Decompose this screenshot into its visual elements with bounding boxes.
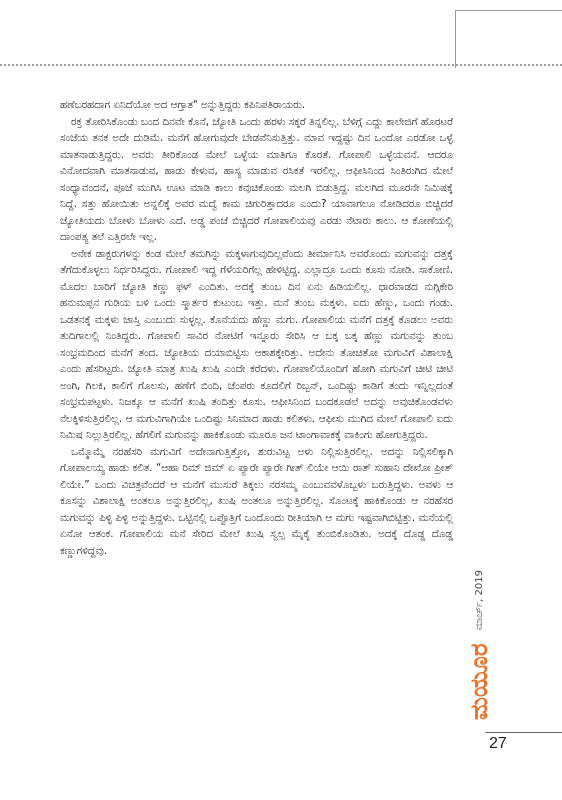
header-dotted-divider: [0, 64, 562, 66]
header-vertical-rule: [455, 10, 456, 68]
issue-date: ಮಾರ್ಚ್, 2019: [474, 570, 485, 631]
article-paragraph: ಹಣೆಬರಹದಾಗ ಏನಿದೆಯೋ ಅದ ಆಗ್ತಾತ" ಅನ್ನುತ್ತಿದ್ದರು ಕಪಿನಿಪತಿರಾಯರು.: [60, 99, 306, 111]
page-number: 27: [489, 735, 507, 752]
article-paragraph: ರಕ್ತ ತೋರಿಸಿಕೊಂಡು ಬಂದ ದಿನವೇ ಕೊನೆ, ಜ್ಯೋತಿ ಒಂದು ಹರಳು ಸಕ್ಕರೆ ತಿನ್ನಲಿಲ್ಲ. ಬೆಳಿಗ್ಗೆ ಎದ್ದು ಕಾಲೇಜಿಗೆ ಹೊರಟರೆ ಸಂಜೆಯ ತನಕ ಅದೇ ದುಡಿಮೆ. ಮನೆಗೆ ಹೋಗುವುದೇ ಬೇಡವೆನಿಸುತ್ತಿತ್ತು. ಮಾವ ಇದ್ದಷ್ಟು ದಿನ ಒಂದೋ ಎರಡೋ ಒಳ್ಳೆ ಮಾತನಾಡುತ್ತಿದ್ದರು. ಅವರು ತೀರಿಕೊಂಡ ಮೇಲೆ ಒಳ್ಳೆಯ ಮಾತಿಗೂ ಕೊರತೆ. ಗೋಪಾಲಿ ಒಳ್ಳೆಯವನೆ. ಆದರೂ ವಿನೋದವಾಗಿ ಮಾತನಾಡುವ, ಹಾಡು ಕೇಳುವ, ಹಾಸ್ಯ ಮಾಡುವ ರಸಿಕತೆ ಇರಲಿಲ್ಲ. ಆಫೀಸಿನಿಂದ ಸಿಂತಿರುಗಿದ ಮೇಲೆ ಸಂಧ್ಯಾವಂದನೆ, ಪೂಜೆ ಮುಗಿಸಿ ಊಟ ಮಾಡಿ ಕಾಲು ಕವುಚಿಕೊಂಡು ಮಲಗಿ ಬಿಡುತ್ತಿದ್ದ. ಮಲಗಿದ ಮೂರನೇ ನಿಮಿಷಕ್ಕೆ ನಿದ್ದೆ. ಸತ್ತು ಹೋಯಿತು ಅನ್ನಲಿಕ್ಕೆ ಅವರ ಮದ್ವೆ ಕಾಮ ಚಿಗುರಿತ್ತಾದರೂ ಎಂದು? ಯಾವಾಗಲೂ ನೋಡಿದರೂ ಬಿಚ್ಚಿದರೆ ಜ್ಯೋತಿಯದು ಬೋಳು ಬೋಳು ಎದೆ. ಅಡ್ಡ ಪಂಚೆ ಬಿಚ್ಚಿದರೆ ಗೋಪಾಲಿಯವು ಎರಡು ನೆಟಾರು ಕಾಲು. ಆ ಕೋಣೆಯಲ್ಲಿ ದಾಂಪತ್ಯ ತಲೆ ಎತ್ತಿರಲೇ ಇಲ್ಲ.: [60, 115, 453, 243]
article-body: [60, 97, 453, 559]
page-number-rule: [485, 732, 562, 733]
article-paragraph: ಅನೇಕ ಡಾಕ್ಟರುಗಳನ್ನು ಕಂಡ ಮೇಲೆ ತಮಗಿನ್ನು ಮಕ್ಕಳಾಗುವುದಿಲ್ಲವೆಂದು ತೀರ್ಮಾನಿಸಿ ಅವರೊಂದು ಮಗುವನ್ನು ದತ್ತಕ್ಕೆ ತೆಗೆದುಕೊಳ್ಳಲು ನಿರ್ಧರಿಸಿದ್ದರು. ಗೋಪಾಲಿ ಇದ್ದ ಗೆಳೆಯರಿಗೆಲ್ಲ ಹೇಳಿಟ್ಟಿದ್ದ. ಎಲ್ಲಾದ್ರೂ ಒಂದು ಕೂಸು ನೋಡಿ. ಸಾಕೋಣಿ. ಮೊದಲ ಬಾರಿಗೆ ಜ್ಯೋತಿ ಕಣ್ಣು ಫಳ್ ಎಂದಿತು. ಅದಕ್ಕೆ ತುಂಬ ದಿನ ಏನು ಹಿಡಿಯಲಿಲ್ಲ. ಧಾರವಾಡದ ನುಗ್ಗಿಕೇರಿ ಹನುಮಪ್ಪನ ಗುಡಿಯ ಬಳಿ ಒಂದು ಸ್ಮಾರ್ತರ ಕುಟುಂಬ ಇತ್ತು. ಮನೆ ತುಂಬ ಮಕ್ಕಳು. ಐದು ಹೆಣ್ಣು, ಒಂದು ಗಂಡು. ಒಡತನಕ್ಕೆ ಮಕ್ಕಳು ಜಾಸ್ತಿ ಎಂಬುದು ಸುಳ್ಳಲ್ಲ. ಕೊನೆಯದು ಹೆಣ್ಣು ಮಗು. ಗೋಪಾಲಿಯ ಮನೆಗೆ ದತ್ತಕ್ಕೆ ಕೊಡಲು ಅವರು ತುದಿಗಾಲಲ್ಲಿ ನಿಂತಿದ್ದರು. ಗೋಪಾಲಿ ಸಾವಿರ ನೋಟಿಗೆ ಇನ್ನೂರು ಸೇರಿಸಿ ಆ ಬಕ್ಕ ಬಕ್ಕ ಹೆಣ್ಣು ಮಗುವನ್ನು ತುಂಬ ಸಂಭ್ರಮದಿಂದ ಮನೆಗೆ ತಂದ. ಜ್ಯೋತಿಯ ದಯಾಬಿಟ್ಟಿಸು ಆಕಾಶಕ್ಕೇರಿತ್ತು. ಅದೇನು ತೋಚಿತೋ ಮಗುವಿಗೆ ವಿಶಾಲಾಕ್ಷಿ ಎಂದು ಹೆಸರಿಟ್ಟರು. ಜ್ಯೋತಿ ಮಾತ್ರ ಖುಷಿ ಖುಷಿ ಎಂದೇ ಕರೆದಳು. ಗೋಪಾಲಿಯೊಂದಿಗೆ ಹೋಗಿ ಮಗುವಿಗೆ ಚೀಟಿ ಚೀಟಿ ಅಂಗಿ, ಗಿಲಕಿ, ಕಾಲಿಗೆ ಗೊಲಸು, ಹಣೆಗೆ ಬಿಂದಿ, ಚೆಂಪರು ಕೂದಲಿಗೆ ರಿಬ್ಬನ್, ಒಂದಿಷ್ಟು ಕಾಡಿಗೆ ತಂದು ಇನ್ನಿಲ್ಲದಂತೆ ಸಂಭ್ರಮಪಟ್ಟಳು. ನಿಜಕ್ಕೂ ಆ ಮನೆಗೆ ಖುಷಿ ತಂದಿತ್ತು ಕೂಸು. ಆಫೀಸಿನಿಂದ ಬಂದಕೂಡಲೆ ಅದನ್ನು ಅವುಚಿಕೊಂಡವಳು ನೆಲಕ್ಕಿಳಿಸುತ್ತಿರಲಿಲ್ಲ. ಆ ಮಗುವಿಗಾಗಿಯೇ ಒಂದಿಷ್ಟು ಸಿನಿಮಾದ ಹಾಡು ಕಲಿತಳು. ಆಫೀಸು ಮುಗಿದ ಮೇಲೆ ಗೋಪಾಲಿ ಐದು ನಿಮಿಷ ನಿಲ್ಲುತ್ತಿರಲಿಲ್ಲ. ಹೆಗಲಿಗೆ ಮಗುವನ್ನು ಹಾಕಿಕೊಂಡು ಮೂರೂ ಜನ ಟಾಂಗಾವಾಕಕ್ಕೆ ವಾಕಿಂಗು ಹೋಗುತ್ತಿದ್ದರು.: [60, 247, 453, 441]
article-paragraph: ಒಮ್ಮೊಮ್ಮೆ ನರಹೆಸರಿ ಮಗುವಿಗೆ ಅದೇನಾಗುತ್ತಿತ್ತೋ, ಶುರುವಿಟ್ಟ ಅಳು ನಿಲ್ಲಿಸುತ್ತಿರಲಿಲ್ಲ. ಅದನ್ನು ನಿಲ್ಲಿಸಲಿಕ್ಕಾಗಿ ಗೋಪಾಲಯ್ಯ ಹಾಡು ಕಲಿತ. “ಆಹಾ ರಿಮ್ ಜಿಮ್ ಏ ಪ್ಯಾರೇ ಪ್ಯಾರೇ ಗೀತ್ ಲಿಯೇ ಆಯಿ ರಾತ್ ಸುಹಾನಿ ದೇಖೋ ಪ್ರೀತ್ ಲಿಯೇ.” ಒಂದು ವಿಚಿತ್ರವೆಂದರೆ ಆ ಮನೆಗೆ ಮುಸುರೆ ತಿಕ್ಕಲು ನರಸಮ್ಮ ಎಂಬುವವಳೊಬ್ಬಳು ಬರುತ್ತಿದ್ದಳು. ಅವಳು ಆ ಕೂಸನ್ನು ವಿಶಾಲಾಕ್ಷಿ ಅಂತಲೂ ಅನ್ನುತ್ತಿರಲಿಲ್ಲ, ಖುಷಿ ಅಂತಲೂ ಅನ್ನುತ್ತಿರಲಿಲ್ಲ. ಸೊಂಟಕ್ಕೆ ಹಾಕಿಕೊಂಡು ಆ ನರಹೆಸರ ಮಗುವನ್ನು ಪಿಳ್ಳಿ ಪಿಳ್ಳಿ ಅನ್ನುತ್ತಿದ್ದಳು. ಒಟ್ಟಿನಲ್ಲಿ ಒಪ್ಪೊತ್ತಿಗೆ ಒಂದೊಂದು ರೀತಿಯಾಗಿ ಆ ಮಗು ಇಷ್ಟವಾಗಿಬಿಟ್ಟಿತ್ತು. ಮನೆಯಲ್ಲಿ ಏನೋ ಆತಂಕ. ಗೋಪಾಲಿಯ ಮನೆ ಸೇರಿದ ಮೇಲೆ ಖುಷಿ ಸ್ವಲ್ಪ ಮೈಕೈ ತುಂಬಿಕೊಂಡಿತು. ಅದಕ್ಕೆ ದೊಡ್ಡ ದೊಡ್ಡ ಕಣ್ಣುಗಳಿದ್ದವು.: [60, 445, 453, 557]
header-corner-rule: [455, 10, 562, 11]
magazine-name: ಮಯೂರ: [465, 643, 493, 720]
